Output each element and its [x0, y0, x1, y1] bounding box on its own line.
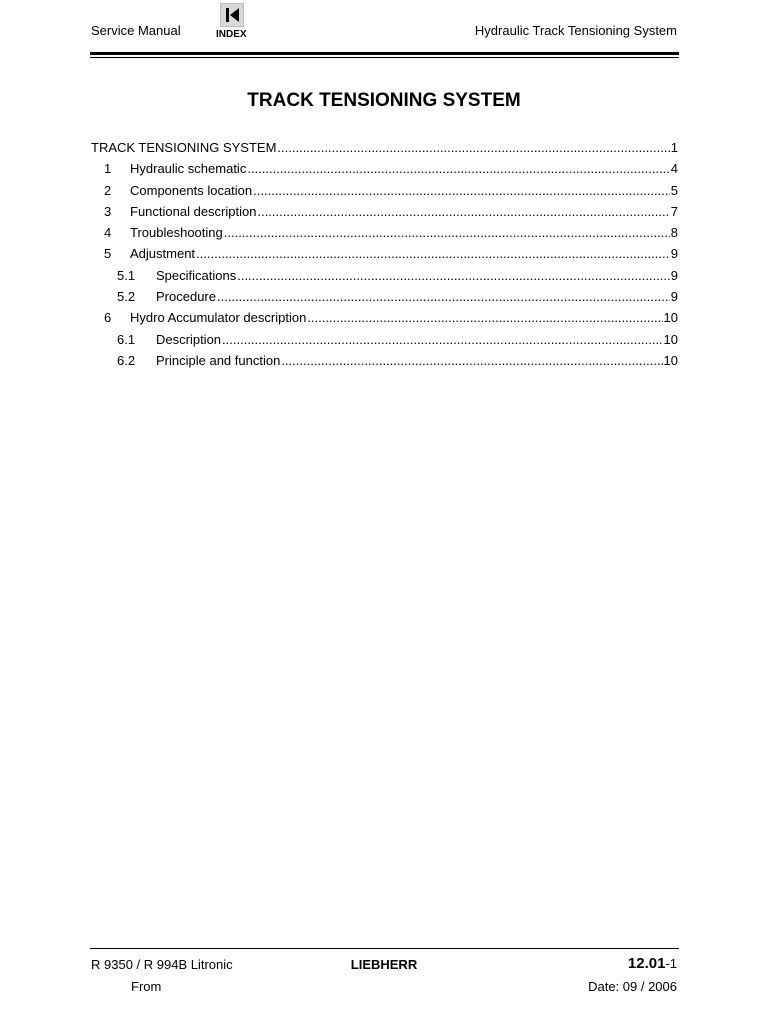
- toc-entry[interactable]: [91, 161, 678, 182]
- toc-entry-title: Troubleshooting: [130, 225, 223, 241]
- header-right-text: Hydraulic Track Tensioning System: [474, 23, 677, 38]
- footer-page-section: 12.01: [627, 955, 666, 972]
- toc-dot-leader: [307, 310, 662, 325]
- footer-brand: LIEBHERR: [350, 957, 418, 972]
- toc-entry[interactable]: [91, 353, 678, 374]
- footer-date: Date: 09 / 2006: [588, 979, 677, 994]
- toc-entry-title: Functional description: [130, 203, 257, 219]
- toc-entry-title: Components location: [130, 182, 253, 198]
- toc-dot-leader: [224, 225, 670, 240]
- toc-entry-number: 6.2: [117, 352, 136, 368]
- toc-dot-leader: [237, 268, 670, 283]
- toc-dot-leader: [196, 246, 670, 261]
- toc-entry-page: 10: [663, 331, 678, 347]
- toc-entry[interactable]: [91, 289, 678, 310]
- toc-entry-title: Adjustment: [130, 246, 196, 262]
- toc-entry[interactable]: [91, 268, 678, 289]
- toc-entry[interactable]: [91, 310, 678, 331]
- table-of-contents: [91, 140, 678, 374]
- toc-entry-number: 2: [104, 182, 112, 198]
- toc-entry-page: 7: [670, 203, 678, 219]
- toc-entry-title: Hydro Accumulator description: [130, 310, 307, 326]
- toc-entry[interactable]: [91, 183, 678, 204]
- toc-entry-title: Description: [156, 331, 222, 347]
- header-rule-thin: [90, 57, 679, 58]
- toc-entry[interactable]: [91, 225, 678, 246]
- toc-entry-page: 10: [663, 352, 678, 368]
- toc-entry-title: TRACK TENSIONING SYSTEM: [91, 140, 277, 155]
- skip-to-start-icon: [220, 3, 244, 27]
- toc-entry[interactable]: [91, 204, 678, 225]
- toc-dot-leader: [253, 183, 670, 198]
- toc-dot-leader: [222, 332, 663, 347]
- toc-dot-leader: [281, 353, 662, 368]
- toc-entry-title: Procedure: [156, 289, 216, 305]
- footer-page-suffix: -1: [665, 956, 677, 971]
- toc-entry[interactable]: [91, 140, 678, 161]
- header-left-text: Service Manual: [91, 23, 181, 38]
- toc-entry-page: 9: [670, 289, 678, 305]
- toc-entry-page: 9: [670, 267, 678, 283]
- toc-entry-page: 10: [663, 310, 678, 326]
- toc-entry-title: Specifications: [156, 267, 237, 283]
- toc-entry-page: 5: [670, 182, 678, 198]
- toc-entry-title: Principle and function: [156, 352, 281, 368]
- toc-entry-number: 4: [104, 225, 112, 241]
- toc-entry-number: 5.1: [117, 267, 136, 283]
- toc-entry-page: 8: [670, 225, 678, 241]
- toc-entry-page: 9: [670, 246, 678, 262]
- toc-dot-leader: [247, 161, 669, 176]
- toc-entry-number: 5.2: [117, 289, 136, 305]
- toc-entry-number: 3: [104, 203, 112, 219]
- footer-rule: [90, 948, 679, 949]
- toc-entry-page: 4: [670, 161, 678, 177]
- toc-entry[interactable]: [91, 332, 678, 353]
- footer-page-number: [628, 955, 677, 972]
- toc-dot-leader: [277, 140, 669, 155]
- toc-entry-number: 6: [104, 310, 112, 326]
- toc-entry-number: 6.1: [117, 331, 136, 347]
- toc-dot-leader: [217, 289, 670, 304]
- toc-entry[interactable]: [91, 246, 678, 267]
- footer-from: From: [131, 979, 162, 994]
- toc-dot-leader: [257, 204, 669, 219]
- index-label: INDEX: [216, 29, 247, 40]
- header-rule-thick: [90, 52, 679, 55]
- index-button[interactable]: [216, 3, 248, 41]
- page-title: TRACK TENSIONING SYSTEM: [247, 90, 521, 111]
- toc-entry-page: 1: [670, 140, 678, 155]
- footer-model: R 9350 / R 994B Litronic: [91, 957, 233, 972]
- toc-entry-number: 5: [104, 246, 112, 262]
- toc-entry-number: 1: [104, 161, 112, 177]
- toc-entry-title: Hydraulic schematic: [130, 161, 247, 177]
